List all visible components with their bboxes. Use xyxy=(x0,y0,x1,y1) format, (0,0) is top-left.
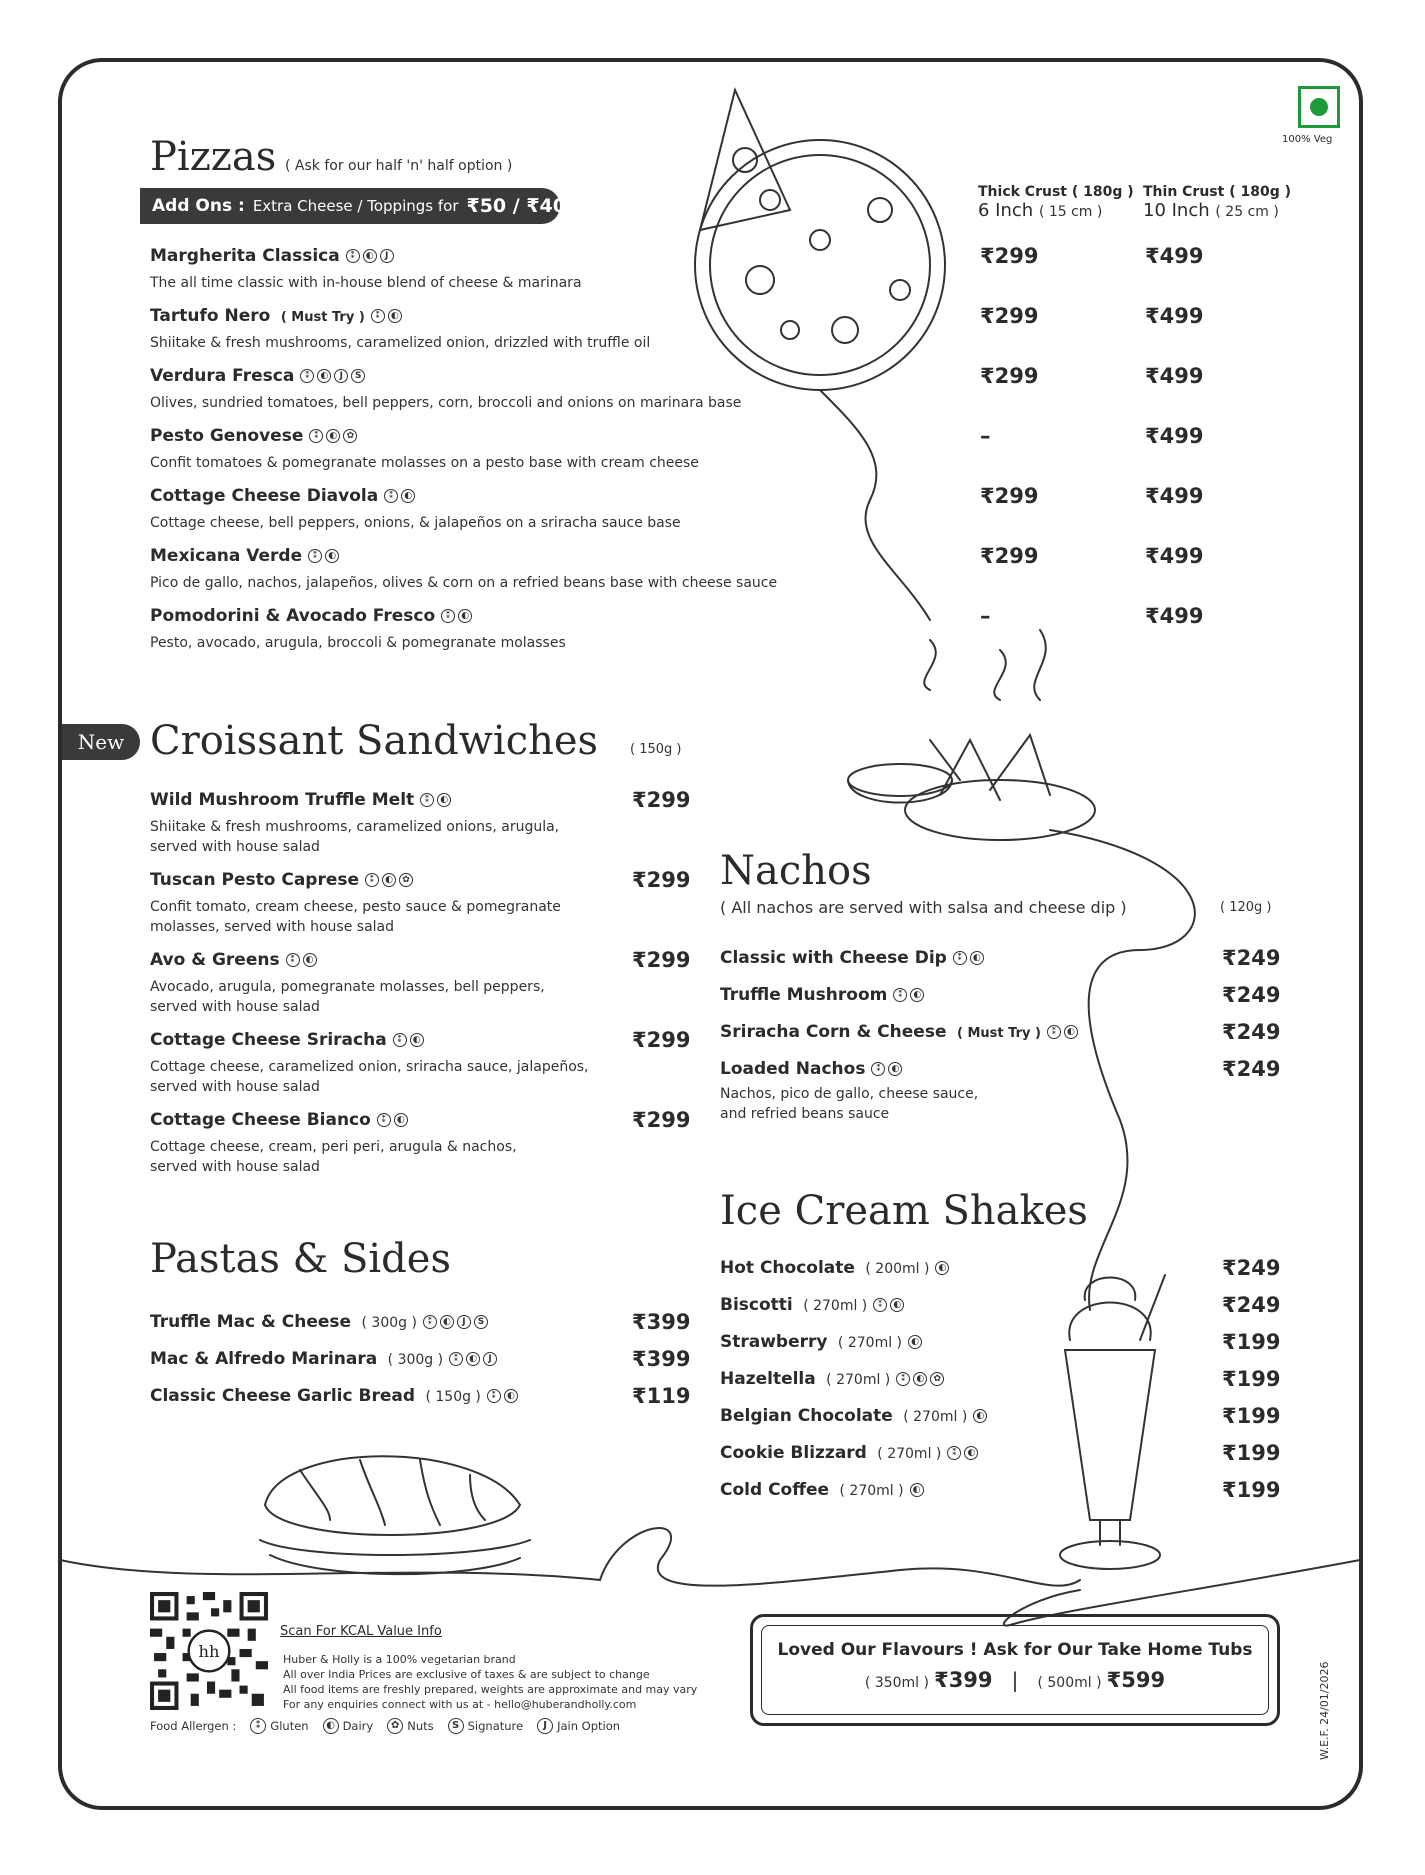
pasta-item xyxy=(150,1312,488,1332)
desc-line: served with house salad xyxy=(150,999,320,1015)
item-name-text: Cottage Cheese Bianco xyxy=(150,1110,371,1130)
item-name-text: Belgian Chocolate xyxy=(720,1406,893,1426)
allergen-badges xyxy=(441,609,472,623)
item-name-text: Cottage Cheese Sriracha xyxy=(150,1030,387,1050)
allergen-badges xyxy=(300,369,365,383)
item-name-text: Cold Coffee xyxy=(720,1480,830,1500)
dairy-icon: ◐ xyxy=(504,1389,518,1403)
tubs-title: Loved Our Flavours ! Ask for Our Take Home Tubs xyxy=(777,1640,1253,1660)
thick-crust-header: Thick Crust ( 180g ) 6 Inch ( 15 cm ) xyxy=(978,184,1134,221)
dairy-icon: ◐ xyxy=(388,309,402,323)
tubs-prices: ( 350ml ) ₹399 | ( 500ml ) ₹599 xyxy=(864,1668,1166,1692)
pizza-item-desc: Pesto, avocado, arugula, broccoli & pomegranate molasses xyxy=(150,635,566,651)
allergen-legend-item xyxy=(537,1718,620,1734)
thin-crust-header: Thin Crust ( 180g ) 10 Inch ( 25 cm ) xyxy=(1143,184,1291,221)
shake-item xyxy=(720,1480,924,1500)
shake-item xyxy=(720,1295,904,1315)
item-size: ( 150g ) xyxy=(421,1389,481,1405)
wef-date: W.E.F. 24/01/2026 xyxy=(1318,1661,1331,1760)
dairy-icon: ◐ xyxy=(440,1315,454,1329)
allergen-badges xyxy=(908,1335,922,1349)
new-badge: New xyxy=(62,724,140,760)
pizzas-note: ( Ask for our half 'n' half option ) xyxy=(285,158,513,174)
pizza-item-desc: Cottage cheese, bell peppers, onions, & jalapeños on a sriracha sauce base xyxy=(150,515,681,531)
pasta-price: ₹399 xyxy=(632,1310,691,1334)
dairy-icon: ◐ xyxy=(466,1352,480,1366)
jain-option-icon: J xyxy=(380,249,394,263)
item-size: ( 300g ) xyxy=(383,1352,444,1368)
allergen-badges xyxy=(487,1389,518,1403)
dairy-icon: ◐ xyxy=(401,489,415,503)
gluten-icon: ⁑ xyxy=(1047,1025,1061,1039)
gluten-icon: ⁑ xyxy=(441,609,455,623)
desc-line: Avocado, arugula, pomegranate molasses, bell peppers, xyxy=(150,979,545,995)
desc-line: Confit tomato, cream cheese, pesto sauce & pomegranate xyxy=(150,899,561,915)
croissant-item xyxy=(150,1030,424,1050)
shake-illustration xyxy=(1065,1350,1155,1520)
croissant-price: ₹299 xyxy=(632,1108,691,1132)
item-size: ( 270ml ) xyxy=(835,1483,904,1499)
allergen-legend-item xyxy=(250,1718,308,1734)
dairy-icon: ◐ xyxy=(973,1409,987,1423)
allergen-legend-label: Dairy xyxy=(342,1719,374,1733)
gluten-icon: ⁑ xyxy=(308,549,322,563)
item-name-text: Tuscan Pesto Caprese xyxy=(150,870,360,890)
pizza-item xyxy=(150,246,394,266)
shake-item xyxy=(720,1369,944,1389)
croissant-item xyxy=(150,870,413,890)
gluten-icon: ⁑ xyxy=(384,489,398,503)
allergen-badges xyxy=(420,793,451,807)
dairy-icon: ◐ xyxy=(326,429,340,443)
gluten-icon: ⁑ xyxy=(896,1372,910,1386)
kcal-qr-code[interactable] xyxy=(150,1592,268,1710)
allergen-badges xyxy=(947,1446,978,1460)
dairy-icon: ◐ xyxy=(935,1261,949,1275)
pizza-item-desc: The all time classic with in-house blend of cheese & marinara xyxy=(150,275,582,291)
gluten-icon: ⁑ xyxy=(893,988,907,1002)
pasta-price: ₹119 xyxy=(632,1384,691,1408)
allergen-badges xyxy=(286,953,317,967)
nachos-price: ₹249 xyxy=(1222,1020,1281,1044)
pizza-item xyxy=(150,546,339,566)
allergen-badges xyxy=(873,1298,904,1312)
nachos-weight: ( 120g ) xyxy=(1220,900,1272,915)
dairy-icon: ◐ xyxy=(910,1483,924,1497)
item-name-text: Tartufo Nero xyxy=(150,306,271,326)
thick-crust-price: – xyxy=(980,424,991,448)
item-size: ( 270ml ) xyxy=(872,1446,942,1462)
allergen-badges xyxy=(393,1033,424,1047)
allergen-badges xyxy=(423,1315,488,1329)
shake-price: ₹249 xyxy=(1222,1293,1281,1317)
allergen-legend-label: Jain Option xyxy=(557,1719,621,1733)
nuts-icon: ✿ xyxy=(399,873,413,887)
pizza-item-desc: Shiitake & fresh mushrooms, caramelized onion, drizzled with truffle oil xyxy=(150,335,651,351)
dairy-icon: ◐ xyxy=(303,953,317,967)
desc-line: Shiitake & fresh mushrooms, caramelized onions, arugula, xyxy=(150,819,560,835)
desc-line: served with house salad xyxy=(150,1079,320,1095)
nachos-item xyxy=(720,1022,1078,1042)
item-name-text: Hazeltella xyxy=(720,1369,816,1389)
dairy-icon: ◐ xyxy=(908,1335,922,1349)
item-name-text: Strawberry xyxy=(720,1332,828,1352)
allergen-badges xyxy=(935,1261,949,1275)
item-name-text: Wild Mushroom Truffle Melt xyxy=(150,790,415,810)
veg-label: 100% Veg xyxy=(1282,134,1333,145)
nachos-title: Nachos xyxy=(720,848,872,894)
allergen-badges xyxy=(973,1409,987,1423)
item-name-text: Biscotti xyxy=(720,1295,793,1315)
desc-line: Cottage cheese, cream, peri peri, arugula & nachos, xyxy=(150,1139,517,1155)
item-name-text: Margherita Classica xyxy=(150,246,340,266)
thick-crust-price: ₹299 xyxy=(980,244,1039,268)
svg-text:hh: hh xyxy=(198,1642,220,1662)
nachos-item xyxy=(720,985,924,1005)
gluten-icon: ⁑ xyxy=(873,1298,887,1312)
allergen-legend: Food Allergen : ⁑ Gluten ◐ Dairy ✿ Nuts S Signature J Jain Option xyxy=(150,1719,621,1733)
jain-option-icon: J xyxy=(334,369,348,383)
item-name-text: Avo & Greens xyxy=(150,950,280,970)
item-name-text: Cookie Blizzard xyxy=(720,1443,867,1463)
pizza-item-desc: Confit tomatoes & pomegranate molasses on a pesto base with cream cheese xyxy=(150,455,699,471)
dairy-icon: ◐ xyxy=(437,793,451,807)
gluten-icon: ⁑ xyxy=(393,1033,407,1047)
croissant-item-desc xyxy=(150,977,545,1017)
croissant-item-desc xyxy=(150,897,561,937)
allergen-badges xyxy=(896,1372,944,1386)
dairy-icon: ◐ xyxy=(964,1446,978,1460)
pasta-item xyxy=(150,1349,497,1369)
gluten-icon: ⁑ xyxy=(300,369,314,383)
shakes-title: Ice Cream Shakes xyxy=(720,1188,1088,1234)
croissant-item xyxy=(150,790,451,810)
desc-line: served with house salad xyxy=(150,1159,320,1175)
pastas-title: Pastas & Sides xyxy=(150,1236,451,1282)
nuts-icon: ✿ xyxy=(387,1718,403,1734)
allergen-badges xyxy=(910,1483,924,1497)
gluten-icon: ⁑ xyxy=(423,1315,437,1329)
gluten-icon: ⁑ xyxy=(365,873,379,887)
signature-icon: S xyxy=(474,1315,488,1329)
pizza-addons-banner: Add Ons : Extra Cheese / Toppings for ₹50 / ₹40 xyxy=(140,188,560,224)
nuts-icon: ✿ xyxy=(930,1372,944,1386)
dairy-icon: ◐ xyxy=(325,549,339,563)
allergen-badges xyxy=(309,429,357,443)
thin-crust-price: ₹499 xyxy=(1145,544,1204,568)
croissant-item xyxy=(150,1110,408,1130)
gluten-icon: ⁑ xyxy=(871,1062,885,1076)
thin-crust-price: ₹499 xyxy=(1145,304,1204,328)
loaded-nachos-desc: Nachos, pico de gallo, cheese sauce, and refried beans sauce xyxy=(720,1086,979,1122)
veg-mark-icon xyxy=(1298,86,1340,128)
footer-disclaimers: Huber & Holly is a 100% vegetarian brand All over India Prices are exclusive of taxes & are subject to change All food items are freshly prepared, weights are approximate and may vary For any enquiries connect with us at - hello@huberandholly.com xyxy=(283,1653,698,1711)
allergen-badges xyxy=(871,1062,902,1076)
shake-price: ₹249 xyxy=(1222,1256,1281,1280)
nachos-price: ₹249 xyxy=(1222,983,1281,1007)
croissant-price: ₹299 xyxy=(632,868,691,892)
nachos-illustration xyxy=(905,780,1095,840)
item-size: ( 270ml ) xyxy=(821,1372,891,1388)
shake-price: ₹199 xyxy=(1222,1367,1281,1391)
jain-option-icon: J xyxy=(483,1352,497,1366)
dairy-icon: ◐ xyxy=(317,369,331,383)
allergen-badges xyxy=(346,249,394,263)
item-size: ( 270ml ) xyxy=(798,1298,868,1314)
shake-item xyxy=(720,1443,978,1463)
must-try-tag: ( Must Try ) xyxy=(276,310,365,325)
thin-crust-price: ₹499 xyxy=(1145,604,1204,628)
thick-crust-price: ₹299 xyxy=(980,544,1039,568)
nachos-item xyxy=(720,948,984,968)
item-name-text: Truffle Mac & Cheese xyxy=(150,1312,352,1332)
nachos-price: ₹249 xyxy=(1222,946,1281,970)
gluten-icon: ⁑ xyxy=(487,1389,501,1403)
croissant-price: ₹299 xyxy=(632,788,691,812)
item-size: ( 300g ) xyxy=(357,1315,417,1331)
jain-option-icon: J xyxy=(537,1718,553,1734)
desc-line: molasses, served with house salad xyxy=(150,919,395,935)
gluten-icon: ⁑ xyxy=(377,1113,391,1127)
gluten-icon: ⁑ xyxy=(449,1352,463,1366)
nachos-item xyxy=(720,1059,902,1079)
take-home-tubs-box xyxy=(750,1614,1280,1726)
thin-crust-price: ₹499 xyxy=(1145,364,1204,388)
item-name-text: Cottage Cheese Diavola xyxy=(150,486,379,506)
shake-item xyxy=(720,1406,987,1426)
dairy-icon: ◐ xyxy=(323,1718,339,1734)
item-name-text: Classic with Cheese Dip xyxy=(720,948,947,968)
must-try-tag: ( Must Try ) xyxy=(952,1026,1041,1041)
allergen-badges xyxy=(371,309,402,323)
shake-price: ₹199 xyxy=(1222,1330,1281,1354)
pizza-item xyxy=(150,366,365,386)
croissant-item xyxy=(150,950,317,970)
shake-item xyxy=(720,1258,949,1278)
item-name-text: Classic Cheese Garlic Bread xyxy=(150,1386,416,1406)
dairy-icon: ◐ xyxy=(890,1298,904,1312)
gluten-icon: ⁑ xyxy=(953,951,967,965)
dairy-icon: ◐ xyxy=(363,249,377,263)
pizza-item-desc: Olives, sundried tomatoes, bell peppers, corn, broccoli and onions on marinara base xyxy=(150,395,742,411)
pizza-item-desc: Pico de gallo, nachos, jalapeños, olives & corn on a refried beans base with cheese sauce xyxy=(150,575,778,591)
item-name-text: Truffle Mushroom xyxy=(720,985,888,1005)
gluten-icon: ⁑ xyxy=(420,793,434,807)
item-size: ( 200ml ) xyxy=(860,1261,930,1277)
gluten-icon: ⁑ xyxy=(346,249,360,263)
gluten-icon: ⁑ xyxy=(371,309,385,323)
croissants-weight: ( 150g ) xyxy=(630,742,682,757)
allergen-legend-item xyxy=(448,1718,523,1734)
pasta-item xyxy=(150,1386,518,1406)
pizza-item xyxy=(150,306,402,326)
allergen-legend-item xyxy=(323,1718,374,1734)
pizzas-title: Pizzas xyxy=(150,134,277,180)
gluten-icon: ⁑ xyxy=(250,1718,266,1734)
dairy-icon: ◐ xyxy=(394,1113,408,1127)
allergen-badges xyxy=(365,873,413,887)
thick-crust-price: – xyxy=(980,604,991,628)
gluten-icon: ⁑ xyxy=(286,953,300,967)
dairy-icon: ◐ xyxy=(382,873,396,887)
thick-crust-price: ₹299 xyxy=(980,364,1039,388)
dairy-icon: ◐ xyxy=(910,988,924,1002)
croissant-price: ₹299 xyxy=(632,1028,691,1052)
shake-price: ₹199 xyxy=(1222,1478,1281,1502)
item-size: ( 270ml ) xyxy=(833,1335,903,1351)
dairy-icon: ◐ xyxy=(1064,1025,1078,1039)
dairy-icon: ◐ xyxy=(970,951,984,965)
pizza-item xyxy=(150,426,357,446)
allergen-badges xyxy=(377,1113,408,1127)
thin-crust-price: ₹499 xyxy=(1145,484,1204,508)
croissant-item-desc xyxy=(150,1057,589,1097)
scan-label: Scan For KCAL Value Info xyxy=(280,1624,442,1639)
item-name-text: Pesto Genovese xyxy=(150,426,304,446)
desc-line: served with house salad xyxy=(150,839,320,855)
item-name-text: Mac & Alfredo Marinara xyxy=(150,1349,378,1369)
croissant-price: ₹299 xyxy=(632,948,691,972)
thick-crust-price: ₹299 xyxy=(980,484,1039,508)
gluten-icon: ⁑ xyxy=(947,1446,961,1460)
jain-option-icon: J xyxy=(457,1315,471,1329)
croissant-illustration xyxy=(265,1456,520,1535)
desc-line: Cottage cheese, caramelized onion, sriracha sauce, jalapeños, xyxy=(150,1059,589,1075)
croissants-title: Croissant Sandwiches xyxy=(150,718,599,764)
pizza-illustration xyxy=(695,140,945,390)
nuts-icon: ✿ xyxy=(343,429,357,443)
allergen-legend-label: Gluten xyxy=(270,1719,309,1733)
thin-crust-price: ₹499 xyxy=(1145,424,1204,448)
allergen-badges xyxy=(308,549,339,563)
item-name-text: Mexicana Verde xyxy=(150,546,303,566)
allergen-badges xyxy=(893,988,924,1002)
dairy-icon: ◐ xyxy=(458,609,472,623)
signature-icon: S xyxy=(351,369,365,383)
nachos-price: ₹249 xyxy=(1222,1057,1281,1081)
allergen-legend-label: Nuts xyxy=(407,1719,434,1733)
pizza-item xyxy=(150,606,472,626)
item-name-text: Sriracha Corn & Cheese xyxy=(720,1022,947,1042)
item-size: ( 270ml ) xyxy=(898,1409,968,1425)
allergen-badges xyxy=(384,489,415,503)
item-name-text: Pomodorini & Avocado Fresco xyxy=(150,606,436,626)
nachos-note: ( All nachos are served with salsa and cheese dip ) xyxy=(720,898,1127,917)
shake-item xyxy=(720,1332,922,1352)
dairy-icon: ◐ xyxy=(913,1372,927,1386)
thick-crust-price: ₹299 xyxy=(980,304,1039,328)
shake-price: ₹199 xyxy=(1222,1404,1281,1428)
item-name-text: Loaded Nachos xyxy=(720,1059,866,1079)
allergen-legend-label: Signature xyxy=(467,1719,524,1733)
croissant-item-desc xyxy=(150,1137,517,1177)
gluten-icon: ⁑ xyxy=(309,429,323,443)
signature-icon: S xyxy=(448,1718,464,1734)
shake-price: ₹199 xyxy=(1222,1441,1281,1465)
dairy-icon: ◐ xyxy=(410,1033,424,1047)
croissant-item-desc xyxy=(150,817,559,857)
pasta-price: ₹399 xyxy=(632,1347,691,1371)
allergen-badges xyxy=(1047,1025,1078,1039)
item-name-text: Hot Chocolate xyxy=(720,1258,855,1278)
allergen-badges xyxy=(953,951,984,965)
item-name-text: Verdura Fresca xyxy=(150,366,295,386)
dairy-icon: ◐ xyxy=(888,1062,902,1076)
allergen-badges xyxy=(449,1352,497,1366)
pizza-item xyxy=(150,486,415,506)
allergen-legend-item xyxy=(387,1718,433,1734)
thin-crust-price: ₹499 xyxy=(1145,244,1204,268)
